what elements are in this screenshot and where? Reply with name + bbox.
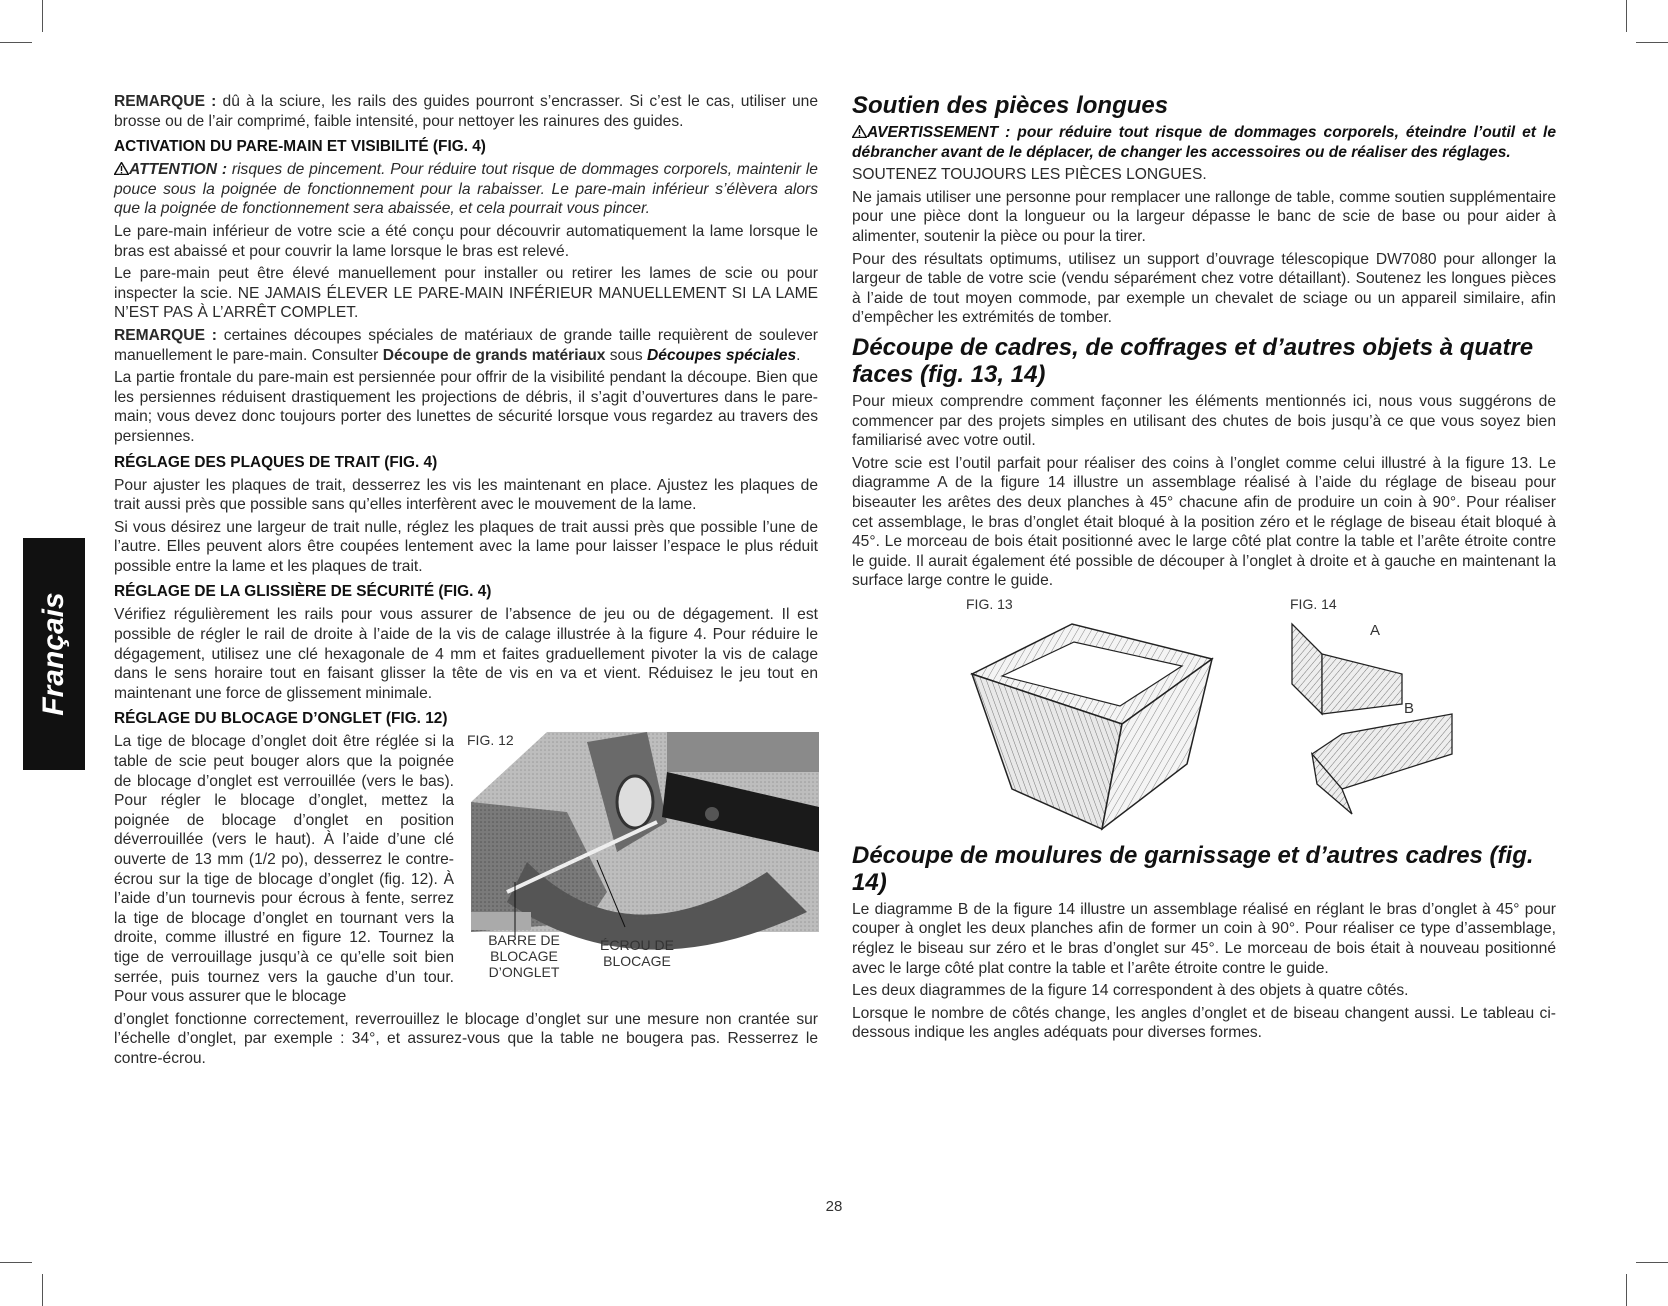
paragraph: Vérifiez régulièrement les rails pour vous assurer de l’absence de jeu ou de dégagement. Il est possible de régler le rail de droite à l’aide de la vis de calage illustrée à la figure 4. Pour réduire le dégagement, utilisez une clé hexagonale de 4 mm et faites graduellement pivoter la vis de calage dans le sens horaire tout en faisant glisser la tête de vis en va et vient. Réduisez le jeu tout en maintenant une force de glissement minimale. bbox=[114, 606, 818, 702]
warning-triangle-icon bbox=[114, 162, 129, 175]
section-heading-rail: RÉGLAGE DE LA GLISSIÈRE DE SÉCURITÉ (FIG. 4) bbox=[114, 583, 492, 601]
paragraph: Le pare-main inférieur de votre scie a été conçu pour découvrir automatiquement la lame lorsque le bras est abaissé et pour couvrir la lame lorsque le bras est relevé. bbox=[114, 222, 818, 260]
warning-lead: AVERTISSEMENT : bbox=[867, 124, 1011, 141]
note-lead: REMARQUE : bbox=[114, 326, 217, 344]
attention-paragraph bbox=[114, 160, 818, 219]
paragraph: Les deux diagrammes de la figure 14 correspondent à des objets à quatre côtés. bbox=[852, 982, 1409, 1000]
note-text: . bbox=[796, 346, 801, 364]
fig14-label-b: B bbox=[1404, 699, 1415, 717]
paragraph: Ne jamais utiliser une personne pour remplacer une rallonge de table, comme soutien supplémentaire pour une pièce dont la longueur ou la largeur dépasse le banc de scie de base ou pour aider à alimenter, soutenir la pièce ou pour la tirer. bbox=[852, 188, 1556, 245]
heading-long-pieces: Soutien des pièces longues bbox=[852, 92, 1169, 119]
section-heading-kerf: RÉGLAGE DES PLAQUES DE TRAIT (FIG. 4) bbox=[114, 453, 438, 471]
attention-text: risques de pincement. Pour réduire tout risque de dommages corporels, maintenir le pouce sous la poignée de fonctionnement pour la rabaisser. Le pare-main inférieur s’élèvera alors que la poignée de fonctionnement sera abaissée, et cela pourrait vous pincer. bbox=[114, 161, 818, 218]
language-side-tab bbox=[23, 538, 85, 770]
section-heading-miter-lock: RÉGLAGE DU BLOCAGE D’ONGLET (FIG. 12) bbox=[114, 710, 448, 728]
callout-miter-lock-bar: BARRE DE BLOCAGE D’ONGLET bbox=[488, 932, 560, 981]
language-label: Français bbox=[37, 592, 70, 716]
reference-bold-italic: Découpes spéciales bbox=[647, 346, 797, 364]
figures-13-14 bbox=[852, 594, 1556, 834]
note-text: sous bbox=[605, 346, 648, 364]
note-paragraph-2 bbox=[114, 326, 818, 365]
note-text: certaines découpes spéciales de matériaux de grande taille requièrent de soulever manuellement le pare-main. Consulter bbox=[114, 326, 818, 364]
note-paragraph bbox=[114, 92, 818, 131]
note-lead: REMARQUE : bbox=[114, 93, 217, 110]
paragraph: Pour ajuster les plaques de trait, desserrez les vis les maintenant en place. Ajustez les plaques de trait aussi près que possible sans qu’elles interfèrent avec le mouvement de la lame. bbox=[114, 476, 818, 514]
paragraph: Votre scie est l’outil parfait pour réaliser des coins à l’onglet comme celui illustré à la figure 13. Le diagramme A de la figure 14 illustre un assemblage réalisé à l’aide du réglage de biseau pour biseauter les arêtes des deux planches à 45° chacune afin de produire un coin à 90°. Pour réaliser cet assemblage, le bras d’onglet était bloqué à la position zéro et le réglage de biseau était bloqué à 45°. Le morceau de bois était positionné avec le large côté plat contre la table et l’arête étroite contre le guide. Il aurait également été possible de découper à l’onglet à droite et à gauche en maintenant la surface large contre le guide. bbox=[852, 454, 1556, 590]
fig13-label: FIG. 13 bbox=[966, 595, 1013, 612]
warning-paragraph bbox=[852, 123, 1556, 162]
joint-diagrams-illustration bbox=[1282, 614, 1462, 834]
section-heading-guard: ACTIVATION DU PARE-MAIN ET VISIBILITÉ (FIG. 4) bbox=[114, 138, 486, 156]
page-number: 28 bbox=[825, 1198, 843, 1215]
paragraph: La tige de blocage d’onglet doit être réglée si la table de scie peut bouger alors que la poignée de blocage d’onglet est verrouillée (vers le bas). Pour régler le blocage d’onglet, mettez la poignée de blocage d’onglet en position déverrouillée (vers le haut). À l’aide d’une clé ouverte de 13 mm (1/2 po), desserrez le contre-écrou sur la tige de blocage d’onglet (fig. 12). À l’aide d’un tournevis pour écrous à fente, serrez la tige de blocage d’onglet en tournant vers la droite, comme illustré en figure 12. Tournez la tige de verrouillage jusqu’à ce qu’elle soit bien serrée, puis tournez vers la gauche d’un tour. Pour vous assurer que le blocage bbox=[114, 733, 454, 1006]
paragraph: Pour mieux comprendre comment façonner les éléments mentionnés ici, nous vous suggérons de commencer par des projets simples en utilisant des chutes de bois jusqu’à ce que vous soyez bien familiarisé avec votre outil. bbox=[852, 392, 1556, 450]
fig14-label: FIG. 14 bbox=[1290, 595, 1337, 612]
warning-text: pour réduire tout risque de dommages corporels, éteindre l’outil et le débrancher avant de le déplacer, de changer les accessoires ou de réaliser des réglages. bbox=[852, 124, 1556, 161]
fig12-block bbox=[114, 732, 818, 1006]
miter-lock-photo-illustration bbox=[467, 732, 819, 1032]
right-column bbox=[852, 92, 1556, 1046]
note-text: dû à la sciure, les rails des guides pourront s’encrasser. Si c’est le cas, utiliser une brosse ou de l’air comprimé, faible intensité, pour nettoyer les rainures des guides. bbox=[114, 93, 818, 130]
paragraph: Si vous désirez une largeur de trait nulle, réglez les plaques de trait aussi près que possible l’une de l’autre. Elles peuvent alors être coupées lentement avec la lame pour laisser l’espace le plus réduit possible entre la lame et les plaques de trait. bbox=[114, 518, 818, 575]
fig12-label: FIG. 12 bbox=[467, 732, 514, 749]
paragraph: Le diagramme B de la figure 14 illustre un assemblage réalisé en réglant le bras d’onglet à 45° pour couper à onglet les deux planches afin de former un coin à 90°. Pour réaliser ce type d’assemblage, réglez le biseau sur zéro et le bras d’onglet sur 45°. Le morceau de bois était à nouveau positionné avec le large côté plat contre la table et l’arête étroite contre le guide. bbox=[852, 900, 1556, 977]
paragraph: d’onglet fonctionne correctement, reverrouillez le blocage d’onglet sur une mesure non crantée sur l’échelle d’onglet, par exemple : 34°, et assurez-vous que la table ne bougera pas. Resserrez le contre-écrou. bbox=[114, 1010, 818, 1067]
paragraph: La partie frontale du pare-main est persiennée pour offrir de la visibilité pendant la découpe. Bien que les persiennes réduisent drastiquement les projections de débris, il s’agit d’ouvertures dans le pare-main; vous devez donc toujours porter des lunettes de sécurité lorsque vous regardez au travers des persiennes. bbox=[114, 369, 818, 445]
reference-bold: Découpe de grands matériaux bbox=[382, 346, 606, 364]
left-column bbox=[114, 92, 818, 1072]
paragraph: Pour des résultats optimums, utilisez un support d’ouvrage télescopique DW7080 pour allonger la largeur de table de votre scie (vendu séparément chez votre détaillant). Soutenez les longues pièces à l’aide de tout moyen commode, par exemple un chevalet de sciage ou un appareil similaire, afin d’empêcher les extrémités de tomber. bbox=[852, 250, 1556, 327]
mitered-box-illustration bbox=[962, 614, 1222, 834]
attention-lead: ATTENTION : bbox=[129, 161, 228, 179]
callout-lock-nut: ÉCROU DE BLOCAGE bbox=[600, 937, 674, 970]
paragraph: Lorsque le nombre de côtés change, les angles d’onglet et de biseau changent aussi. Le tableau ci-dessous indique les angles adéquats pour diverses formes. bbox=[852, 1004, 1556, 1042]
figure-12 bbox=[467, 732, 819, 1032]
heading-frames: Découpe de cadres, de coffrages et d’autres objets à quatre faces (fig. 13, 14) bbox=[852, 333, 1534, 388]
warning-triangle-icon bbox=[852, 125, 867, 138]
paragraph: Le pare-main peut être élevé manuellement pour installer ou retirer les lames de scie ou pour inspecter la scie. NE JAMAIS ÉLEVER LE PARE-MAIN INFÉRIEUR MANUELLEMENT SI LA LAME N’EST PAS À L’ARRÊT COMPLET. bbox=[114, 265, 818, 322]
paragraph: SOUTENEZ TOUJOURS LES PIÈCES LONGUES. bbox=[852, 166, 1207, 184]
heading-moldings: Découpe de moulures de garnissage et d’autres cadres (fig. 14) bbox=[852, 841, 1534, 896]
fig14-label-a: A bbox=[1370, 621, 1381, 639]
